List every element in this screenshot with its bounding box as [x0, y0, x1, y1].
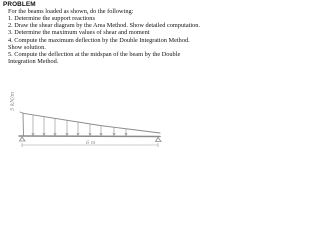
load-arrows [32, 115, 127, 136]
task-item-1: 1. Determine the support reactions [8, 15, 95, 23]
load-label: 5 kN/m [10, 91, 16, 111]
load-arrow [66, 121, 68, 136]
load-arrow [100, 126, 102, 136]
load-arrow [32, 115, 34, 136]
load-arrow [54, 119, 56, 136]
load-arrow [77, 122, 79, 136]
problem-intro: For the beams loaded as shown, do the following: [8, 8, 134, 15]
task-item-4: 4. Compute the maximum deflection by the Double Integration Method. Show solution. [8, 36, 190, 51]
load-arrow [89, 124, 91, 136]
task-item-2: 2. Draw the shear diagram by the Area Method. Show detailed computation. [8, 22, 201, 30]
beam-sketch [0, 0, 200, 149]
load-arrow [113, 128, 115, 136]
right-support [156, 138, 162, 142]
left-support [20, 137, 26, 141]
beam [19, 136, 160, 137]
load-arrow [43, 117, 45, 136]
load-arrow [125, 129, 127, 136]
span-label: 6 m [86, 140, 96, 146]
task-item-3: 3. Determine the maximum values of shear and moment [8, 29, 150, 37]
task-item-5: 5. Compute the deflection at the midspan of the beam by the Double Integration Method. [8, 50, 181, 66]
load-diagram-left-edge [23, 113, 24, 136]
problem-heading: PROBLEM [3, 1, 36, 8]
